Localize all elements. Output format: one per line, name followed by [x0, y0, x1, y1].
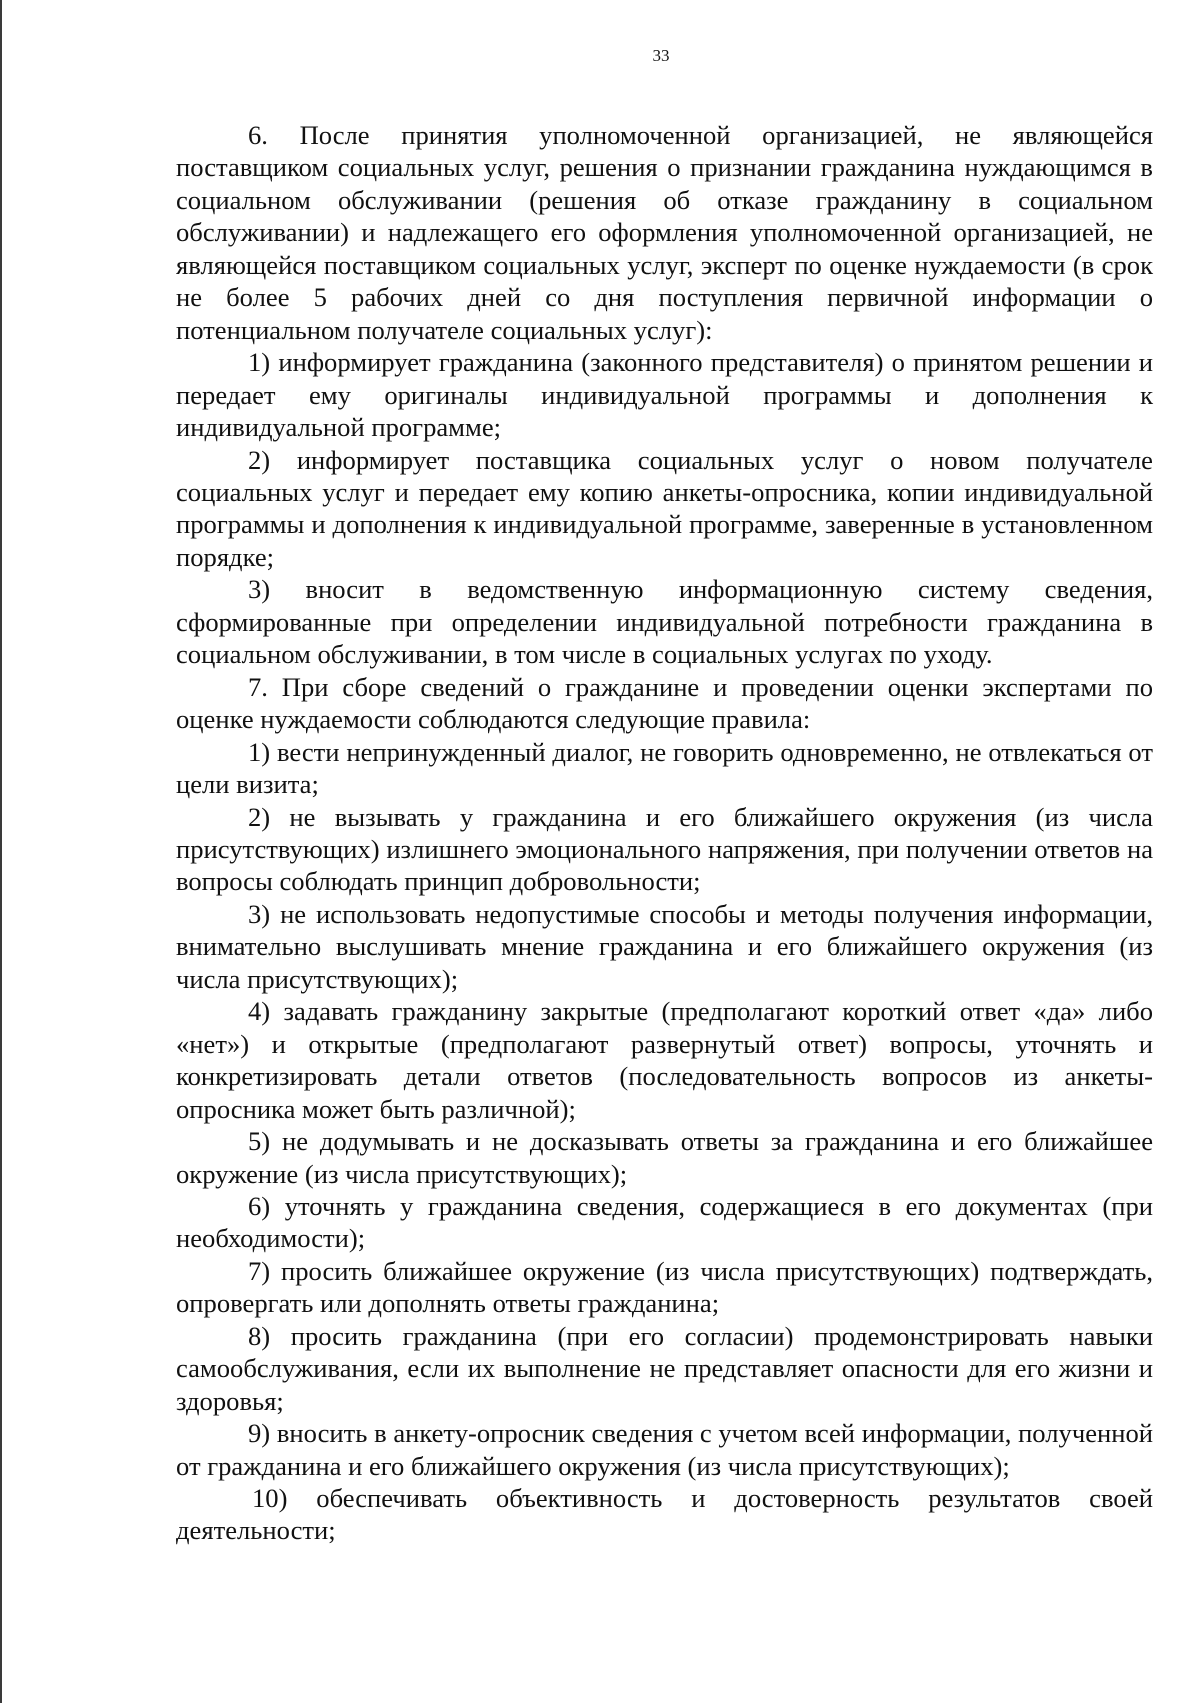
paragraph-7-rule-10: 10) обеспечивать объективность и достоверность результатов своей деятельности;: [176, 1483, 1153, 1546]
paragraph-7-rule-1: 1) вести непринужденный диалог, не говорить одновременно, не отвлекаться от цели визита;: [176, 736, 1153, 800]
page-left-edge: [0, 0, 2, 1703]
paragraph-6-item-1: 1) информирует гражданина (законного представителя) о принятом решении и передает ему оригиналы индивидуальной программы и дополнения к индивидуальной программе;: [176, 347, 1153, 443]
paragraph-6-item-3: 3) вносит в ведомственную информационную систему сведения, сформированные при определении индивидуальной потребности гражданина в социальном обслуживании, в том числе в социальных услугах по уходу.: [176, 574, 1153, 670]
paragraph-6-intro: 6. После принятия уполномоченной организацией, не являющейся поставщиком социальных услуг, решения о признании гражданина нуждающимся в социальном обслуживании (решения об отказе гражданину в социальном обслуживании) и надлежащего его оформления уполномоченной организацией, не являющейся поставщиком социальных услуг, эксперт по оценке нуждаемости (в срок не более 5 рабочих дней со дня поступления первичной информации о потенциальном получателе социальных услуг):: [176, 120, 1153, 345]
paragraph-7-rule-4: 4) задавать гражданину закрытые (предполагают короткий ответ «да» либо «нет») и открытые (предполагают развернутый ответ) вопросы, уточнять и конкретизировать детали ответов (последовательность вопросов из анкеты-опросника может быть различной);: [176, 996, 1153, 1124]
paragraph-7-rule-3: 3) не использовать недопустимые способы и методы получения информации, внимательно выслушивать мнение гражданина и его ближайшего окружения (из числа присутствующих);: [176, 898, 1153, 994]
paragraph-7-rule-5: 5) не додумывать и не досказывать ответы за гражданина и его ближайшее окружение (из числа присутствующих);: [176, 1126, 1153, 1189]
paragraph-7-rule-7: 7) просить ближайшее окружение (из числа присутствующих) подтверждать, опровергать или дополнять ответы гражданина;: [176, 1255, 1153, 1319]
document-body: [176, 119, 1153, 1547]
paragraph-7-rule-9: 9) вносить в анкету-опросник сведения с учетом всей информации, полученной от гражданина и его ближайшего окружения (из числа присутствующих);: [176, 1418, 1153, 1481]
page-number: 33: [652, 46, 670, 65]
paragraph-6-item-2: 2) информирует поставщика социальных услуг о новом получателе социальных услуг и передает ему копию анкеты-опросника, копии индивидуальной программы и дополнения к индивидуальной программе, заверенные в установленном порядке;: [176, 444, 1153, 572]
paragraph-7-rule-8: 8) просить гражданина (при его согласии) продемонстрировать навыки самообслуживания, если их выполнение не представляет опасности для его жизни и здоровья;: [176, 1320, 1153, 1416]
paragraph-7-intro: 7. При сборе сведений о гражданине и проведении оценки экспертами по оценке нуждаемости соблюдаются следующие правила:: [176, 671, 1153, 735]
paragraph-7-rule-6: 6) уточнять у гражданина сведения, содержащиеся в его документах (при необходимости);: [176, 1190, 1153, 1254]
paragraph-7-rule-2: 2) не вызывать у гражданина и его ближайшего окружения (из числа присутствующих) излишнего эмоционального напряжения, при получении ответов на вопросы соблюдать принцип добровольности;: [176, 801, 1153, 897]
